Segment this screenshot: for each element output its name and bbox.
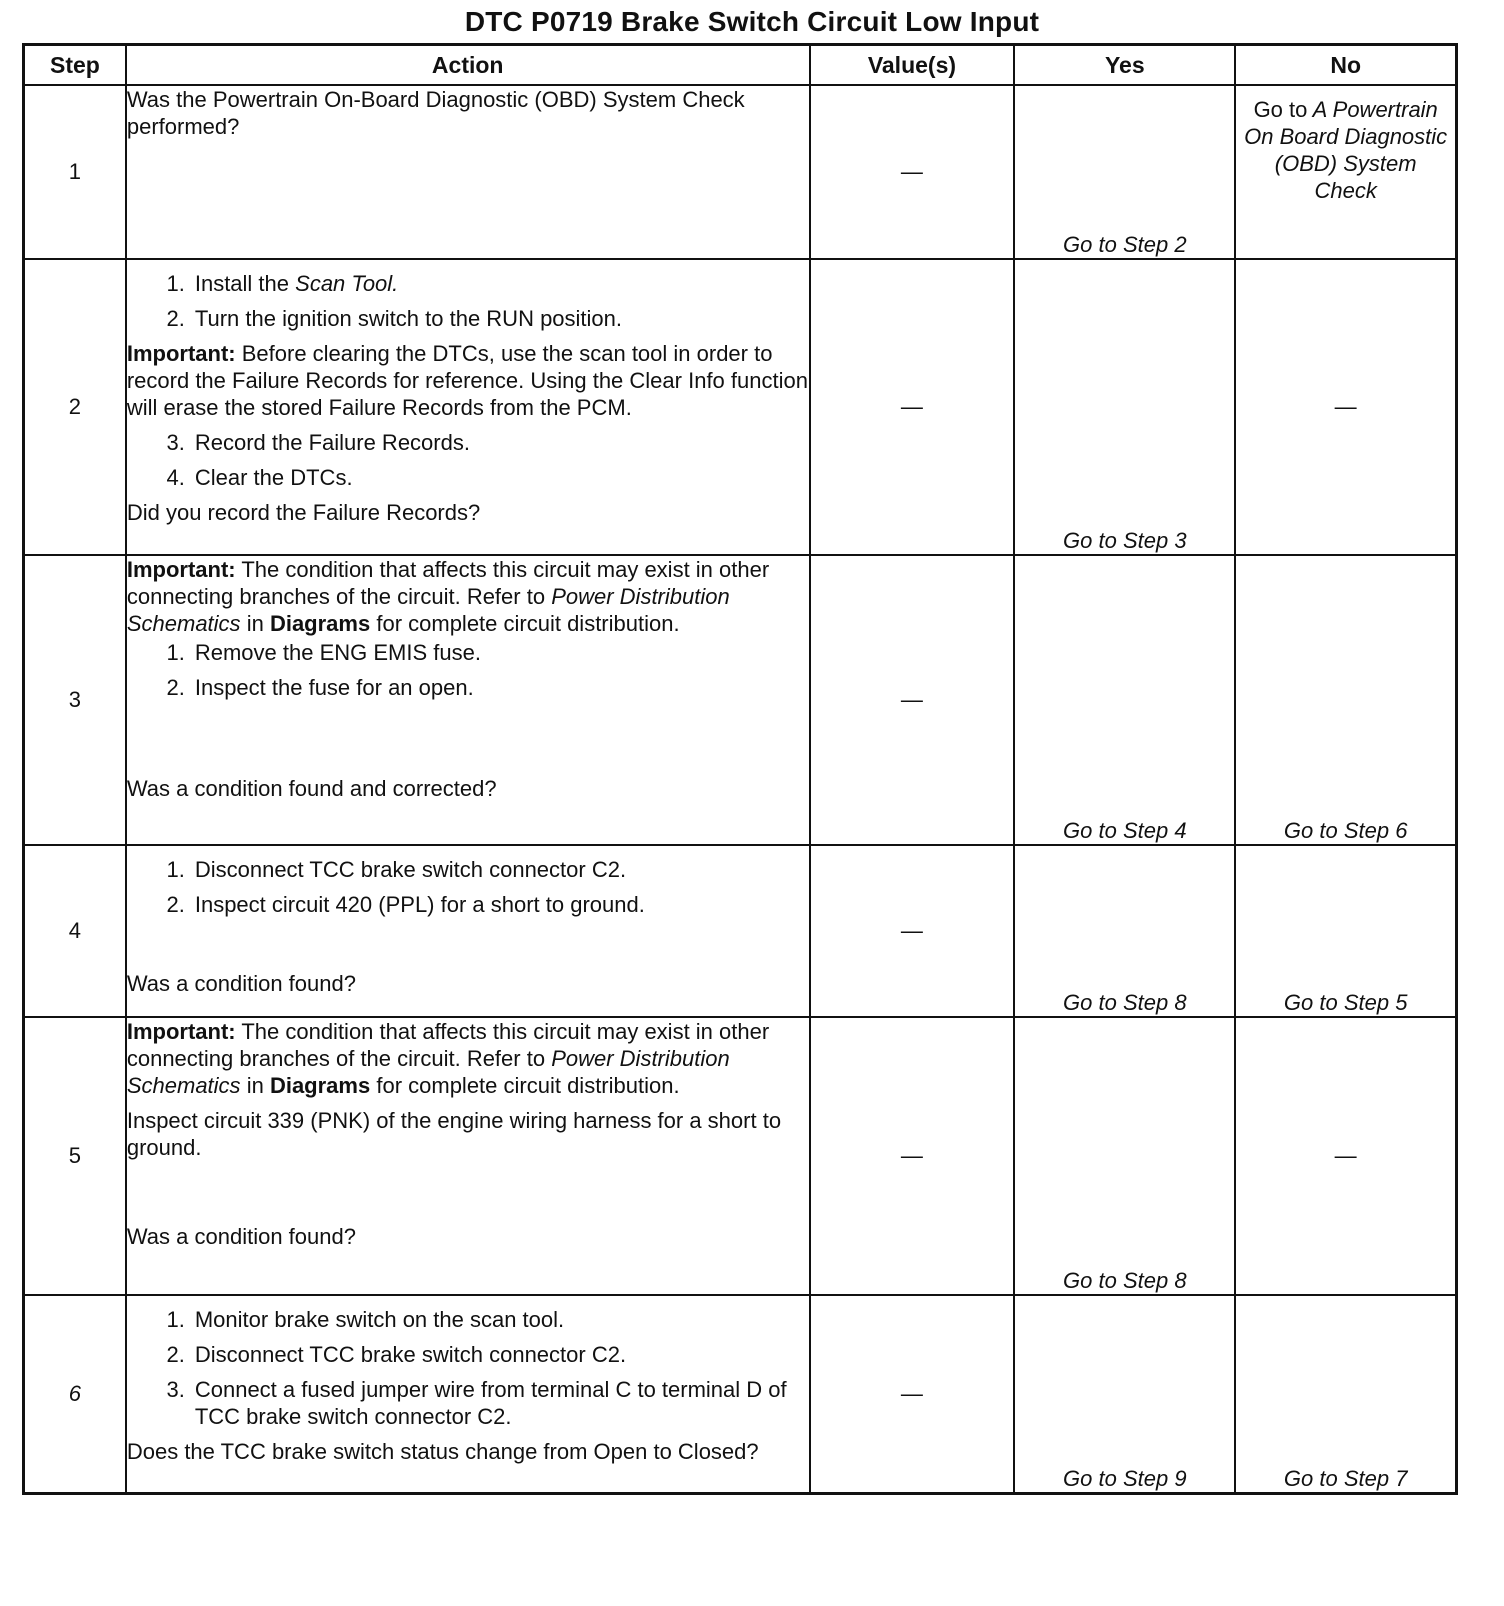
- list-item-text: Clear the DTCs.: [194, 465, 353, 490]
- list-item-text: Install the: [194, 271, 290, 296]
- important-text: Before clearing the DTCs, use the scan tool in order to record the Failure Records for reference. Using the Clear Info function will erase the stored Failure Records from the PCM.: [126, 341, 808, 420]
- value-cell: —: [810, 259, 1015, 555]
- important-label: Important:: [126, 1019, 236, 1044]
- action-cell: [126, 1017, 810, 1295]
- important-text: for complete circuit distribution.: [376, 611, 680, 636]
- table-row: [24, 845, 1457, 1017]
- list-item-text: Remove the ENG EMIS fuse.: [194, 640, 481, 665]
- column-header-values: Value(s): [810, 45, 1015, 86]
- step-question: Was a condition found and corrected?: [126, 776, 497, 801]
- no-cell: Go to Step 7: [1235, 1295, 1456, 1493]
- important-text: The condition that affects this circuit may exist in other connecting branches of the circuit. Refer to: [126, 1019, 770, 1071]
- important-bold: Diagrams: [269, 1073, 371, 1098]
- value-cell: —: [810, 85, 1015, 259]
- page-title: DTC P0719 Brake Switch Circuit Low Input: [464, 6, 1040, 37]
- action-cell: [126, 1295, 810, 1493]
- yes-cell: Go to Step 8: [1014, 1017, 1235, 1295]
- list-item: 3. Connect a fused jumper wire from terminal C to terminal D of TCC brake switch connector C2.: [127, 1376, 809, 1430]
- instruction-text: Inspect circuit 339 (PNK) of the engine wiring harness for a short to ground.: [126, 1108, 782, 1160]
- yes-cell: Go to Step 9: [1014, 1295, 1235, 1493]
- column-header-step: Step: [24, 45, 126, 86]
- list-item: 2. Turn the ignition switch to the RUN position.: [127, 305, 809, 332]
- step-number: 3: [24, 555, 126, 845]
- important-link: Power Distribution Schematics: [126, 584, 730, 636]
- action-cell: [126, 85, 810, 259]
- important-label: Important:: [126, 557, 236, 582]
- action-cell: [126, 555, 810, 845]
- yes-cell: Go to Step 3: [1014, 259, 1235, 555]
- list-item-text: Record the Failure Records.: [194, 430, 470, 455]
- list-item: 1. Remove the ENG EMIS fuse.: [127, 639, 809, 666]
- step-number: 5: [24, 1017, 126, 1295]
- list-item: 2. Inspect the fuse for an open.: [127, 674, 809, 701]
- step-question: Was a condition found?: [126, 971, 356, 996]
- step-question: Was a condition found?: [126, 1224, 356, 1249]
- no-cell: Go to Step 6: [1235, 555, 1456, 845]
- step-number: 2: [24, 259, 126, 555]
- important-note: [127, 1018, 809, 1099]
- no-cell: —: [1235, 259, 1456, 555]
- list-item: 4. Clear the DTCs.: [127, 464, 809, 491]
- value-cell: —: [810, 1017, 1015, 1295]
- list-item-text: Turn the ignition switch to the RUN position.: [194, 306, 623, 331]
- yes-cell: Go to Step 8: [1014, 845, 1235, 1017]
- table-row: [24, 85, 1457, 259]
- list-item: 1. Monitor brake switch on the scan tool.: [127, 1306, 809, 1333]
- table-row: [24, 259, 1457, 555]
- important-link: Power Distribution Schematics: [126, 1046, 730, 1098]
- table-row: [24, 1017, 1457, 1295]
- step-number: 6: [24, 1295, 126, 1493]
- important-note: [127, 340, 809, 421]
- no-prefix: Go to: [1253, 97, 1308, 122]
- list-item-text: Inspect the fuse for an open.: [194, 675, 474, 700]
- step-number: 4: [24, 845, 126, 1017]
- yes-cell: Go to Step 2: [1014, 85, 1235, 259]
- important-label: Important:: [126, 341, 236, 366]
- list-item: 3. Record the Failure Records.: [127, 429, 809, 456]
- list-item: 1. Disconnect TCC brake switch connector C2.: [127, 856, 809, 883]
- important-bold: Diagrams: [269, 611, 371, 636]
- important-note: [127, 556, 809, 637]
- column-header-yes: Yes: [1014, 45, 1235, 86]
- no-cell: —: [1235, 1017, 1456, 1295]
- list-item-text: Disconnect TCC brake switch connector C2.: [194, 1342, 627, 1367]
- important-text: for complete circuit distribution.: [376, 1073, 680, 1098]
- list-item-text: Monitor brake switch on the scan tool.: [194, 1307, 565, 1332]
- action-cell: [126, 845, 810, 1017]
- list-item: 2. Disconnect TCC brake switch connector C2.: [127, 1341, 809, 1368]
- important-text: The condition that affects this circuit may exist in other connecting branches of the circuit. Refer to: [126, 557, 770, 609]
- value-cell: —: [810, 555, 1015, 845]
- table-header-row: [24, 45, 1457, 86]
- table-row: [24, 1295, 1457, 1493]
- list-item-italic: Scan Tool.: [295, 271, 399, 296]
- important-text: in: [246, 1073, 264, 1098]
- no-cell: Go to Step 5: [1235, 845, 1456, 1017]
- list-item: 2. Inspect circuit 420 (PPL) for a short to ground.: [127, 891, 809, 918]
- list-item-text: Disconnect TCC brake switch connector C2.: [194, 857, 627, 882]
- no-cell: [1235, 85, 1456, 259]
- column-header-action: Action: [126, 45, 810, 86]
- list-item: 1. Install the Scan Tool.: [166, 271, 399, 296]
- step-question: Did you record the Failure Records?: [126, 500, 481, 525]
- no-link: A Powertrain On Board Diagnostic (OBD) System Check: [1244, 97, 1448, 203]
- important-text: in: [246, 611, 264, 636]
- step-number: 1: [24, 85, 126, 259]
- value-cell: —: [810, 1295, 1015, 1493]
- list-item-text: Inspect circuit 420 (PPL) for a short to ground.: [194, 892, 645, 917]
- step-question: Does the TCC brake switch status change from Open to Closed?: [126, 1439, 759, 1464]
- value-cell: —: [810, 845, 1015, 1017]
- table-row: [24, 555, 1457, 845]
- yes-cell: Go to Step 4: [1014, 555, 1235, 845]
- step-question: Was the Powertrain On-Board Diagnostic (OBD) System Check performed?: [126, 87, 745, 139]
- action-cell: [126, 259, 810, 555]
- list-item-text: Connect a fused jumper wire from terminal C to terminal D of TCC brake switch connector C2.: [194, 1377, 787, 1429]
- column-header-no: No: [1235, 45, 1456, 86]
- diagnostic-table: [22, 43, 1458, 1495]
